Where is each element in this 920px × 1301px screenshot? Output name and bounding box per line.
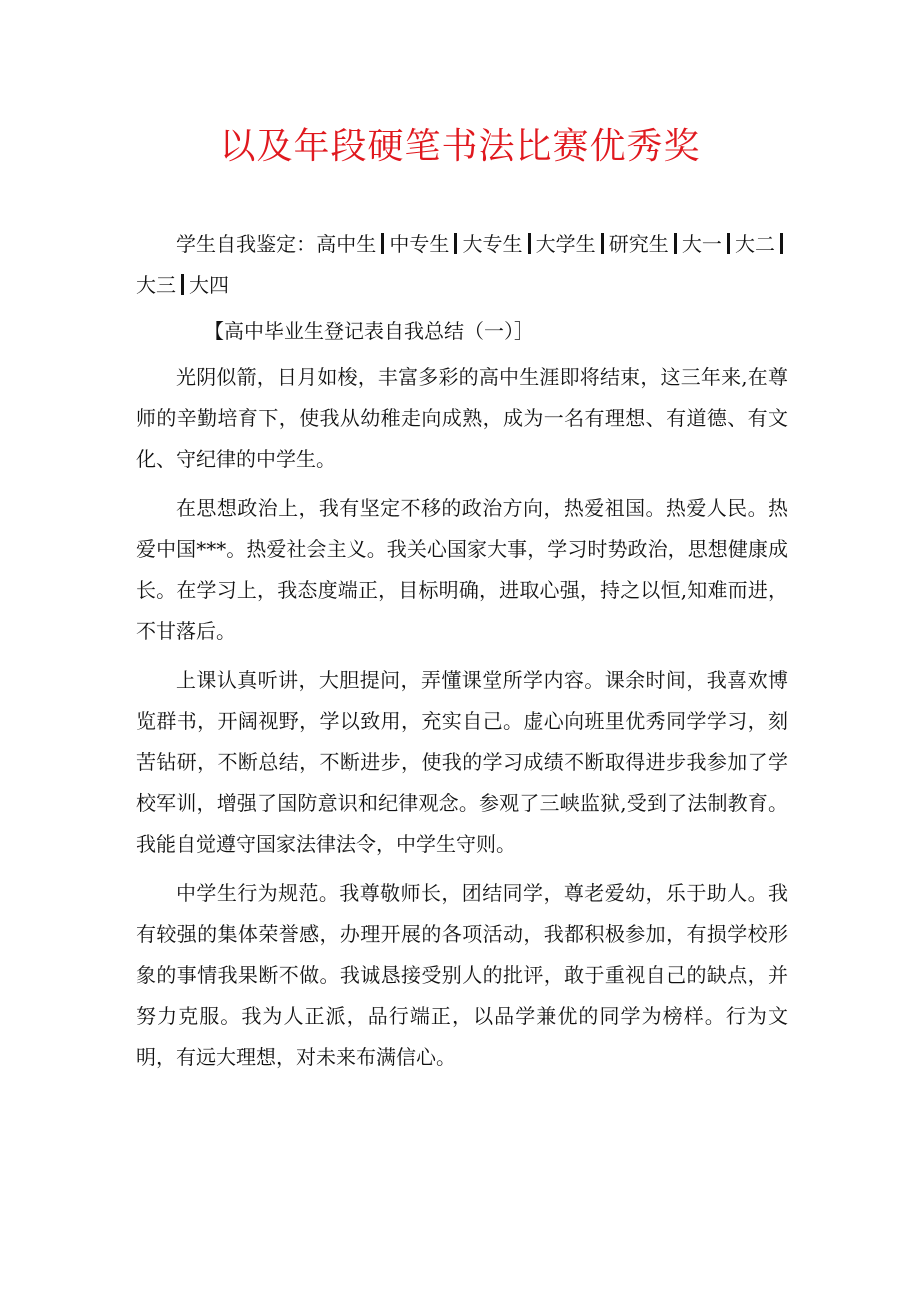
document-body (136, 224, 788, 1086)
intro-option: 大一 (681, 232, 722, 256)
intro-option: 大二 (734, 232, 775, 256)
intro-option: 研究生 (608, 232, 669, 256)
body-paragraph: 上课认真听讲，大胆提问，弄懂课堂所学内容。课余时间，我喜欢博览群书，开阔视野，学以致用，充实自己。虚心向班里优秀同学学习，刻苦钻研，不断总结，不断进步，使我的学习成绩不断取得进步我参加了学校军训，增强了国防意识和纪律观念。参观了三峡监狱,受到了法制教育。我能自觉遵守国家法律法令，中学生守则。 (136, 668, 788, 856)
document-title: 以及年段硬笔书法比赛优秀奖 (219, 126, 701, 167)
intro-option: 大四 (189, 273, 229, 297)
intro-line (136, 224, 788, 306)
intro-option: 中专生 (389, 232, 450, 256)
separator-bar (381, 233, 384, 254)
body-paragraph: 中学生行为规范。我尊敬师长，团结同学，尊老爱幼，乐于助人。我有较强的集体荣誉感，办理开展的各项活动，我都积极参加，有损学校形象的事情我果断不做。我诚恳接受别人的批评，敢于重视自己的缺点，并努力克服。我为人正派，品行端正，以品学兼优的同学为榜样。行为文明，有远大理想，对未来布满信心。 (136, 881, 788, 1069)
separator-bar (528, 233, 531, 254)
intro-option: 大学生 (535, 232, 596, 256)
intro-option: 高中生 (316, 232, 377, 256)
intro-prefix: 学生自我鉴定： (176, 232, 317, 256)
separator-bar (727, 233, 730, 254)
intro-option: 大三 (136, 273, 176, 297)
separator-bar (454, 233, 457, 254)
intro-option: 大专生 (462, 232, 523, 256)
body-paragraph: 光阴似箭，日月如梭，丰富多彩的高中生涯即将结束，这三年来,在尊师的辛勤培育下，使我从幼稚走向成熟，成为一名有理想、有道德、有文化、守纪律的中学生。 (136, 365, 788, 471)
body-paragraph: 在思想政治上，我有坚定不移的政治方向，热爱祖国。热爱人民。热爱中国***。热爱社会主义。我关心国家大事，学习时势政治，思想健康成长。在学习上，我态度端正，目标明确，进取心强，持之以恒,知难而进，不甘落后。 (136, 496, 788, 643)
separator-bar (181, 274, 184, 295)
separator-bar (601, 233, 604, 254)
section-heading: 【高中毕业生登记表自我总结（一）］ (204, 319, 534, 343)
separator-bar (674, 233, 677, 254)
separator-bar (780, 233, 783, 254)
